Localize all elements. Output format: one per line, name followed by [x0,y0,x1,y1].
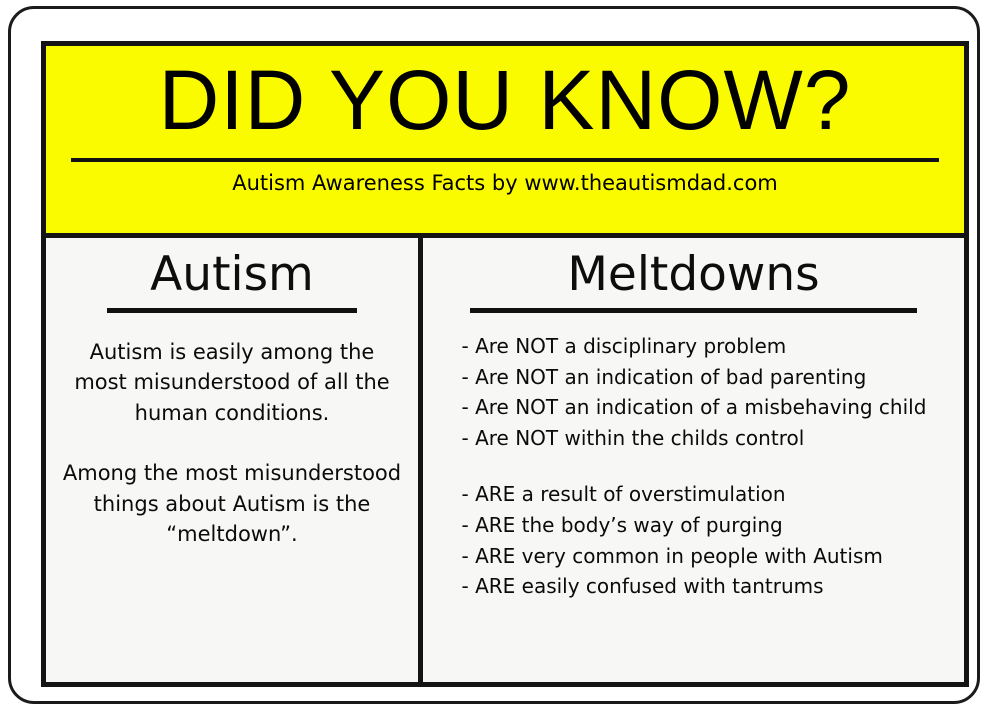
page-title: DID YOU KNOW? [158,53,852,147]
attribution-text: Autism Awareness Facts by www.theautismdad.com [232,171,778,195]
list-item: - Are NOT an indication of a misbehaving child [461,395,927,420]
info-card [41,41,969,687]
column-autism [46,238,423,682]
outer-frame [8,6,980,704]
meltdowns-group-are [462,479,944,601]
list-item: - ARE the body’s way of purging [461,513,783,538]
meltdowns-group-not [462,331,944,453]
header-banner [46,46,964,238]
headline-divider [71,158,939,162]
meltdowns-list [444,331,944,602]
column-autism-body [62,337,402,550]
autism-paragraph-1: Autism is easily among the most misunderstood of all the human conditions. [74,340,390,425]
column-meltdowns [423,238,964,682]
column-autism-divider [107,308,357,313]
list-item: - ARE a result of overstimulation [461,482,786,507]
list-item: - ARE easily confused with tantrums [461,574,824,599]
list-item: - ARE very common in people with Autism [461,543,883,568]
autism-paragraph-2: Among the most misunderstood things about Autism is the “meltdown”. [62,461,402,547]
list-item: - Are NOT within the childs control [461,425,805,450]
list-item: - Are NOT an indication of bad parenting [461,364,867,389]
list-item: - Are NOT a disciplinary problem [461,334,787,359]
column-meltdowns-title: Meltdowns [567,247,820,302]
column-meltdowns-divider [470,308,917,313]
column-autism-title: Autism [150,247,314,302]
content-columns [46,238,964,682]
